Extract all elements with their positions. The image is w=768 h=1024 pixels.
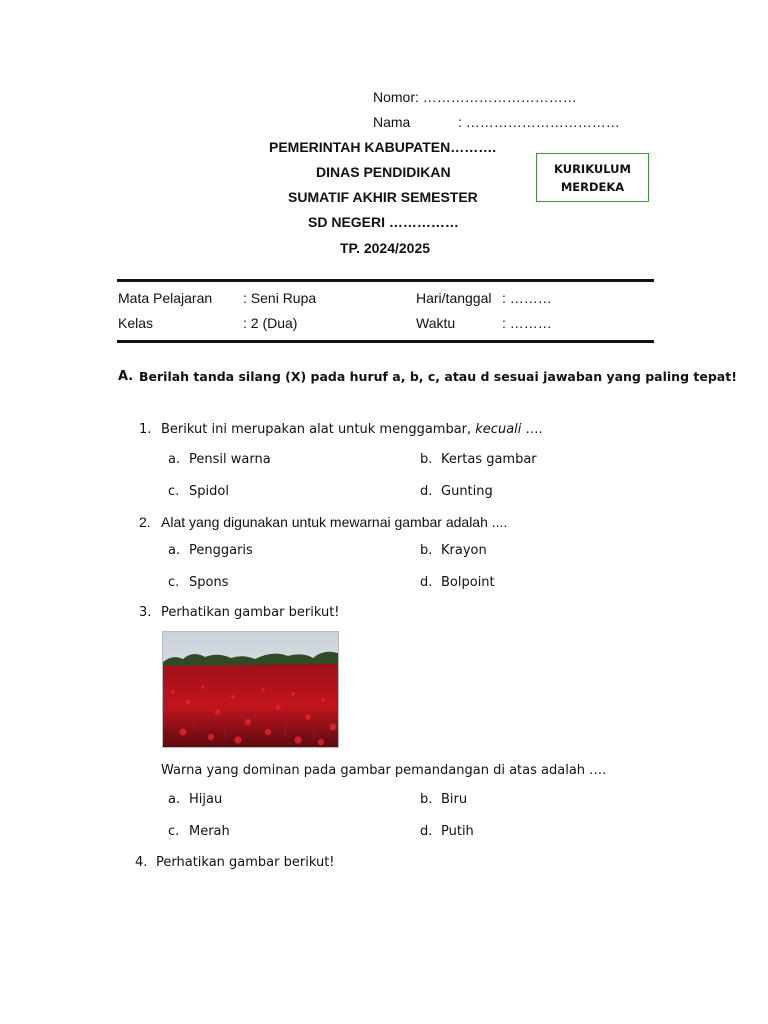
- header-sumatif: SUMATIF AKHIR SEMESTER: [288, 189, 478, 205]
- hari-label: Hari/tanggal: [416, 290, 492, 306]
- kelas-label: Kelas: [118, 315, 154, 331]
- q3-option-c[interactable]: Merah: [189, 824, 230, 839]
- q3-option-a-key: a.: [168, 792, 181, 807]
- section-a-instruction: Berilah tanda silang (X) pada huruf a, b, c, atau d sesuai jawaban yang paling tepat!: [139, 369, 737, 384]
- header-pemerintah: PEMERINTAH KABUPATEN……….: [269, 139, 497, 155]
- q2-option-a-key: a.: [168, 543, 181, 558]
- q3-option-a[interactable]: Hijau: [189, 792, 223, 807]
- nama-value: : ……………………………: [458, 114, 620, 130]
- top-rule: [117, 279, 654, 282]
- q2-option-d-key: d.: [420, 575, 433, 590]
- hari-value: : ………: [502, 290, 552, 306]
- q2-option-b-key: b.: [420, 543, 433, 558]
- nama-label: Nama: [373, 114, 411, 130]
- q3-option-d-key: d.: [420, 824, 433, 839]
- kelas-value: : 2 (Dua): [243, 315, 298, 331]
- question-4-number: 4.: [135, 855, 148, 870]
- q2-option-d[interactable]: Bolpoint: [441, 575, 495, 590]
- question-2-number: 2.: [139, 514, 151, 530]
- q1-option-b[interactable]: Kertas gambar: [441, 452, 537, 467]
- q3-option-c-key: c.: [168, 824, 180, 839]
- question-2-text: Alat yang digunakan untuk mewarnai gambar adalah ....: [161, 514, 508, 530]
- bottom-rule: [117, 340, 654, 343]
- question-1-text-emphasis: kecuali: [475, 422, 522, 437]
- q3-option-b-key: b.: [420, 792, 433, 807]
- badge-line-2: MERDEKA: [560, 179, 625, 194]
- kurikulum-badge: [536, 153, 649, 202]
- header-tahun-pelajaran: TP. 2024/2025: [340, 240, 431, 256]
- q2-option-c[interactable]: Spons: [189, 575, 229, 590]
- q1-option-d-key: d.: [420, 484, 433, 499]
- q1-option-a-key: a.: [168, 452, 181, 467]
- q2-option-c-key: c.: [168, 575, 180, 590]
- poppy-field-image: [162, 631, 339, 748]
- q3-option-d[interactable]: Putih: [441, 824, 474, 839]
- mapel-label: Mata Pelajaran: [118, 290, 213, 306]
- question-3-number: 3.: [139, 605, 152, 620]
- mapel-value: : Seni Rupa: [243, 290, 317, 306]
- question-4-text: Perhatikan gambar berikut!: [156, 855, 335, 870]
- question-1-number: 1.: [139, 422, 152, 437]
- header-sd-negeri: SD NEGERI ……………: [308, 214, 459, 230]
- q3-option-b[interactable]: Biru: [441, 792, 468, 807]
- waktu-value: : ………: [502, 315, 552, 331]
- badge-line-1: KURIKULUM: [554, 161, 631, 176]
- question-1-text-pre: Berikut ini merupakan alat untuk menggambar,: [161, 422, 476, 437]
- q1-option-c-key: c.: [168, 484, 180, 499]
- header-dinas: DINAS PENDIDIKAN: [316, 164, 451, 180]
- question-3-followup: Warna yang dominan pada gambar pemandangan di atas adalah ….: [161, 763, 607, 778]
- q1-option-c[interactable]: Spidol: [189, 484, 229, 499]
- q2-option-a[interactable]: Penggaris: [189, 543, 253, 558]
- question-3-text: Perhatikan gambar berikut!: [161, 605, 340, 620]
- nomor-field: Nomor: ……………………………: [373, 89, 577, 105]
- waktu-label: Waktu: [416, 315, 456, 331]
- poppy-field-illustration: [163, 632, 339, 748]
- q1-option-d[interactable]: Gunting: [441, 484, 493, 499]
- section-a-label: A.: [118, 369, 134, 384]
- q1-option-b-key: b.: [420, 452, 433, 467]
- q1-option-a[interactable]: Pensil warna: [189, 452, 271, 467]
- question-1-text-post: ….: [521, 422, 543, 437]
- question-1-text: [161, 422, 543, 437]
- q2-option-b[interactable]: Krayon: [441, 543, 487, 558]
